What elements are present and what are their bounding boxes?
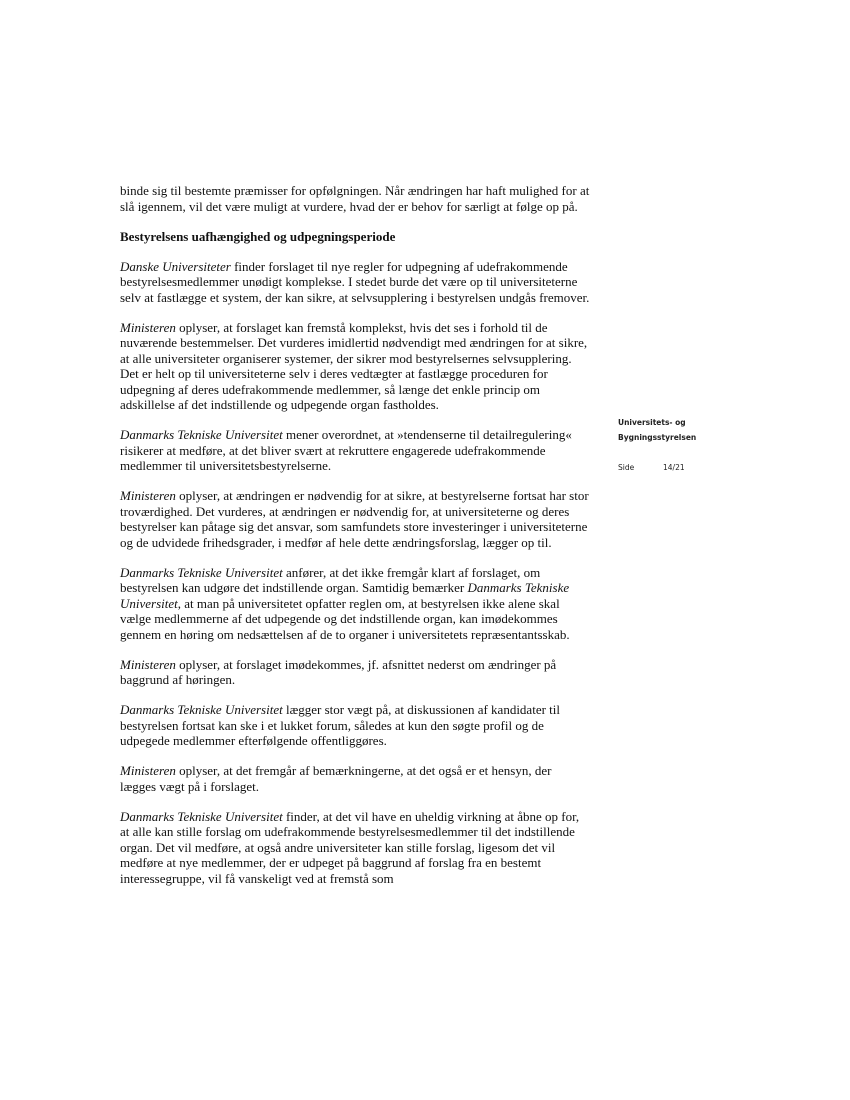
sidebar-org-line-2: Bygningsstyrelsen <box>618 433 697 442</box>
entity-name: Danmarks Tekniske Universitet <box>120 702 283 717</box>
paragraph-10: Danmarks Tekniske Universitet finder, at det vil have en uheldig virkning at åbne op for, at alle kan stille forslag om udefrakommende bestyrelsesmedlemmer til det indstillende organ. Det vil medføre, at også andre universiteter kan stille forslag, ligesom det vil medføre at nye medlemmer, der er udpeget på baggrund af forslag fra en bestemt interessegruppe, vil få vanskeligt ved at fremstå som <box>120 808 580 886</box>
page-number: 14/21 <box>663 463 685 472</box>
entity-name: Danske Universiteter <box>120 258 231 274</box>
entity-name: Ministeren <box>120 763 176 778</box>
paragraph-6: Danmarks Tekniske Universitet anfører, at det ikke fremgår klart af forslaget, om bestyrelsen kan udgøre det indstillende organ. Samtidig bemærker Danmarks Tekniske Universitet, at man på universitetet opfatter reglen om, at bestyrelsen ikke alene skal vælge medlemmerne af det udpegende og det indstillende organ, kan imødekommes gennem en høring om nedsættelsen af de to organer i universitetets repræsentantsskab. <box>120 564 570 642</box>
entity-name: Ministeren <box>120 319 176 335</box>
entity-name: Danmarks Tekniske Universitet <box>120 580 570 611</box>
paragraph-2: Danske Universiteter finder forslaget til nye regler for udpegning af udefrakommende bestyrelsesmedlemmer unødigt komplekse. I stedet burde det være op til universiteterne selv at fastlægge et system, der kan sikre, at selvsupplering i bestyrelsen undgås fremover. <box>120 258 590 305</box>
page-label: Side <box>618 463 635 472</box>
paragraph-1: binde sig til bestemte præmisser for opfølgningen. Når ændringen har haft mulighed for at slå igennem, vil det være muligt at vurdere, hvad der er behov for særligt at følge op på. <box>120 183 590 214</box>
entity-name: Ministeren <box>120 656 176 672</box>
entity-name: Danmarks Tekniske Universitet <box>120 427 283 442</box>
page-indicator <box>618 463 685 472</box>
sidebar-org-line-1: Universitets- og <box>618 418 686 427</box>
entity-name: Danmarks Tekniske Universitet <box>120 564 283 580</box>
paragraph-9: Ministeren oplyser, at det fremgår af bemærkningerne, at det også er et hensyn, der lægges vægt på i forslaget. <box>120 763 552 794</box>
paragraph-4: Danmarks Tekniske Universitet mener overordnet, at »tendenserne til detailregulering« risikerer at medføre, at det bliver svært at rekruttere engagerede udefrakommende medlemmer til universitetsbestyrelserne. <box>120 427 572 473</box>
paragraph-5: Ministeren oplyser, at ændringen er nødvendig for at sikre, at bestyrelserne fortsat har stor troværdighed. Det vurderes, at ændringen er nødvendig for, at universiteterne og deres bestyrelser kan påtage sig det ansvar, som samfundets store investeringer i universiteterne og de udvidede frihedsgrader, i medfør af hele dette ændringsforslag, lægger op til. <box>120 488 589 550</box>
paragraph-7: Ministeren oplyser, at forslaget imødekommes, jf. afsnittet nederst om ændringer på baggrund af høringen. <box>120 656 557 687</box>
section-heading: Bestyrelsens uafhængighed og udpegningsperiode <box>120 228 396 244</box>
paragraph-3: Ministeren oplyser, at forslaget kan fremstå komplekst, hvis det ses i forhold til de nuværende bestemmelser. Det vurderes imidlertid nødvendigt med ændringen for at sikre, at alle universiteter organiserer systemer, der sikrer mod bestyrelsernes selvsupplering. Det er helt op til universiteterne selv i deres vedtægter at fastlægge proceduren for udpegning af deres udefrakommende medlemmer, så længe det enkle princip om adskillelse af det indstillende og udpegende organ fastholdes. <box>120 319 588 412</box>
paragraph-8: Danmarks Tekniske Universitet lægger stor vægt på, at diskussionen af kandidater til bestyrelsen fortsat kan ske i et lukket forum, således at kun den søgte profil og de udpegede medlemmer efterfølgende offentliggøres. <box>120 702 561 748</box>
entity-name: Ministeren <box>120 488 176 503</box>
document-body <box>120 183 590 901</box>
entity-name: Danmarks Tekniske Universitet <box>120 808 283 824</box>
